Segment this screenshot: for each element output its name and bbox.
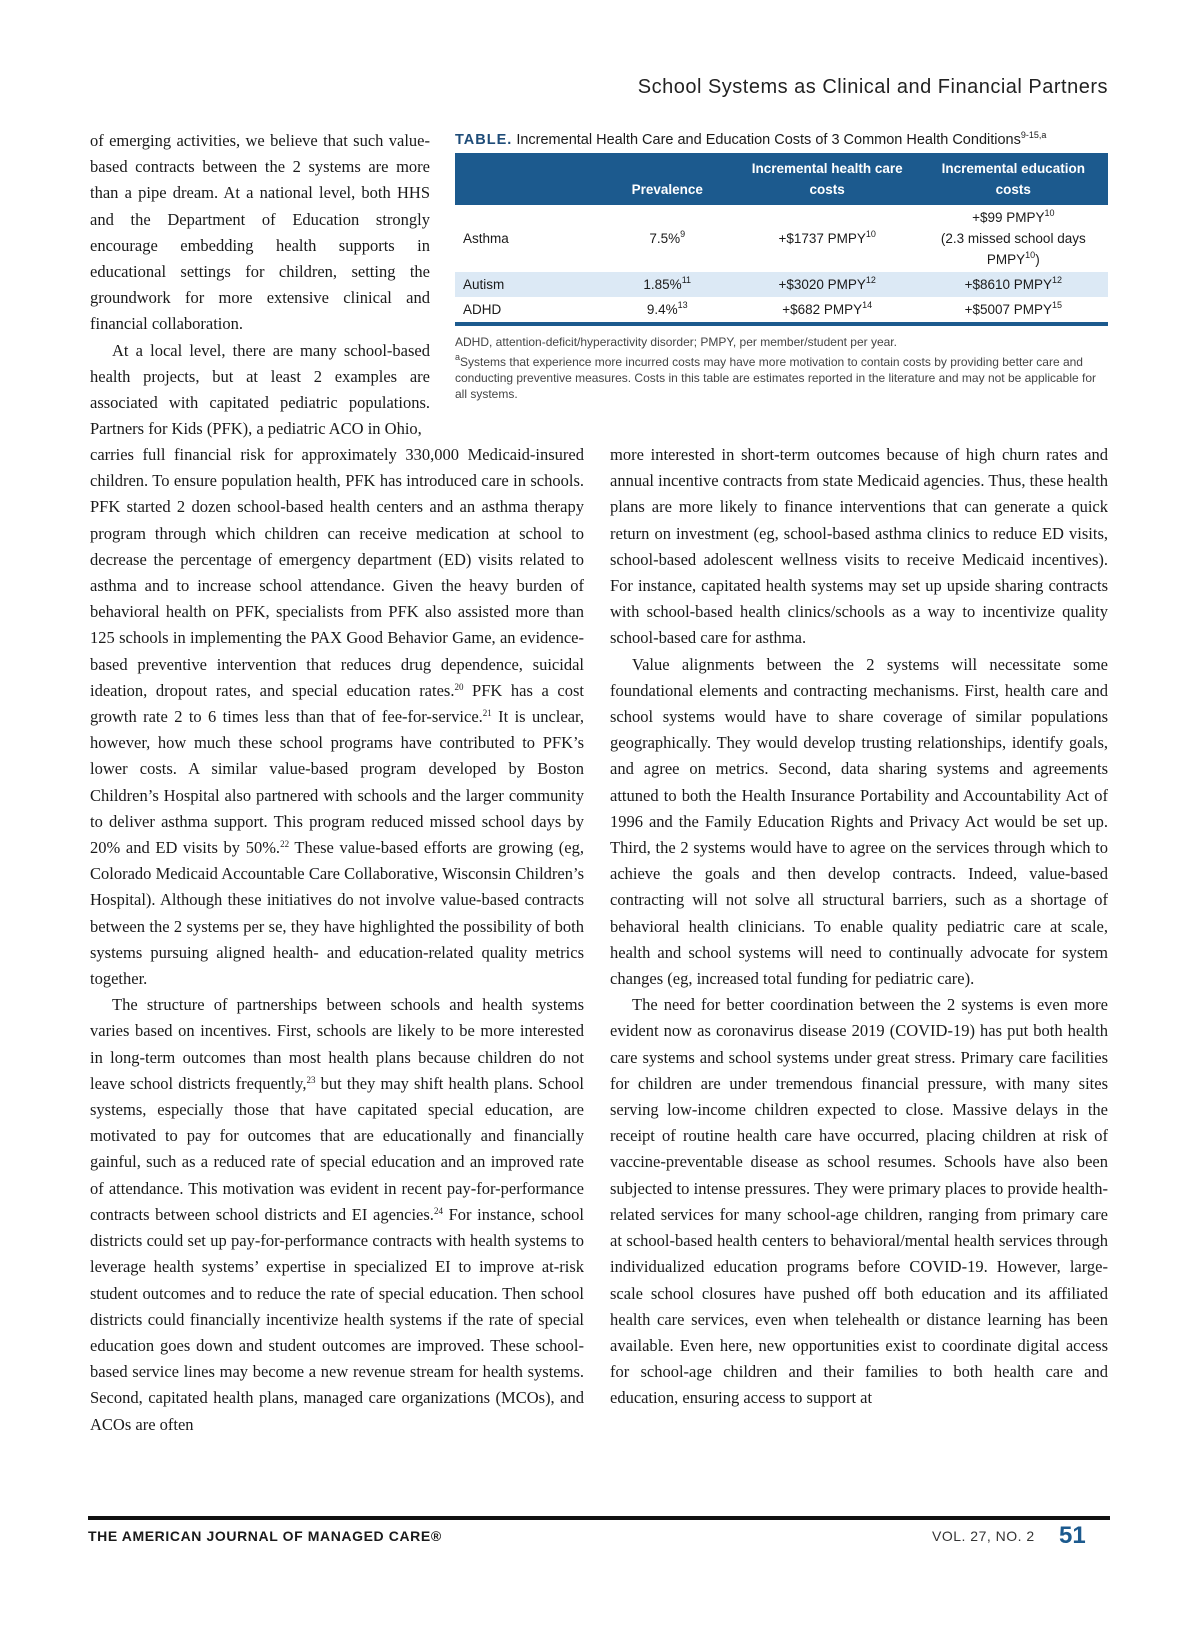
cell-health-cost: +$1737 PMPY$^{10}$	[778, 229, 876, 246]
paragraph: carries full financial risk for approximately 330,000 Medicaid-insured children. To ensure population health, PFK has introduced care in schools. PFK started 2 dozen school-based health centers and an asthma therapy program through which children can receive medication at school to decrease the percentage of emergency department (ED) visits related to asthma and to increase school attendance. Given the heavy burden of behavioral health on PFK, specialists from PFK also assisted more than 125 schools in implementing the PAX Good Behavior Game, an evidence-based preventive intervention that reduces drug dependence, suicidal ideation, dropout rates, and special education rates.$^{20}$ PFK has a cost growth rate 2 to 6 times less than that of fee-for-service.$^{21}$ It is unclear, however, how much these school programs have contributed to PFK’s lower costs. A similar value-based program developed by Boston Children’s Hospital also partnered with schools and the larger community to deliver asthma support. This program reduced missed school days by 20% and ED visits by 50%.$^{22}$ These value-based efforts are growing (eg, Colorado Medicaid Accountable Care Collaborative, Wisconsin Children’s Hospital). Although these initiatives do not involve value-based contracts between the 2 systems per se, they have highlighted the possibility of both systems pursuing aligned health- and education-related quality metrics together.	[90, 445, 584, 989]
left-column-top	[90, 128, 430, 442]
cell-education-cost: +$99 PMPY$^{10}$ (2.3 missed school days PMPY$^{10}$)	[940, 208, 1086, 267]
cell-prevalence: 1.85%$^{11}$	[643, 275, 692, 292]
table-footnote: $^a$Systems that experience more incurred costs may have more motivation to contain costs by providing better care and conducting preventive measures. Costs in this table are estimates reported in the literature and may not be applicable for all systems.	[455, 352, 1097, 401]
cell-prevalence: 9.4%$^{13}$	[646, 300, 688, 317]
paragraph: The need for better coordination between the 2 systems is even more evident now as coronavirus disease 2019 (COVID-19) has put both health care systems and school systems under great stress. Primary care facilities for children are under tremendous financial pressure, with many sites serving low-income children expected to close. Massive delays in the receipt of routine health care have occurred, placing children at risk of vaccine-preventable disease as school resumes. Schools have also been subjected to intense pressures. They were primary places to provide health-related services for many school-age children, ranging from primary care at school-based health centers to behavioral/mental health services through individualized education programs before COVID-19. However, large-scale school closures have pushed off both education and its affiliated health care services, even when telehealth or distance learning has been available. Even here, new opportunities exist to coordinate digital access for school-age children and their families to both health care and education, ensuring access to support at	[610, 995, 1108, 1408]
volume-issue: VOL. 27, NO. 2	[932, 1528, 1035, 1544]
footnote-marker: a	[455, 352, 461, 362]
cell-health-cost: +$682 PMPY$^{14}$	[782, 300, 873, 317]
running-title: School Systems as Clinical and Financial Partners	[637, 76, 1108, 98]
table-label: TABLE.	[455, 132, 513, 148]
cell-condition: ADHD	[463, 302, 502, 317]
costs-table	[455, 153, 1108, 326]
table-row	[455, 272, 1108, 297]
column-header-education-costs: Incremental education costs	[941, 161, 1085, 197]
cell-education-cost: +$8610 PMPY$^{12}$	[964, 275, 1063, 292]
paragraph: more interested in short-term outcomes because of high churn rates and annual incentive contracts from state Medicaid agencies. Thus, these health plans are more likely to finance interventions that can generate a quick return on investment (eg, school-based asthma clinics to reduce ED visits, school-based adolescent wellness visits to receive Medicaid incentives). For instance, capitated health systems may set up upside sharing contracts with school-based health clinics/schools as a way to incentivize quality school-based care for asthma.	[610, 445, 1108, 648]
cell-education-cost: +$5007 PMPY$^{15}$	[964, 300, 1063, 317]
left-column	[90, 442, 584, 1438]
table-row	[455, 205, 1108, 272]
cell-health-cost: +$3020 PMPY$^{12}$	[778, 275, 876, 292]
table-notes	[455, 334, 1108, 402]
right-column	[610, 442, 1108, 1412]
footer-divider	[88, 1516, 1110, 1520]
column-header-prevalence: Prevalence	[631, 182, 703, 197]
table-row	[455, 297, 1108, 324]
table-caption	[455, 132, 1108, 148]
cell-condition: Asthma	[463, 231, 509, 246]
column-header-condition	[455, 153, 599, 205]
table-title: Incremental Health Care and Education Costs of 3 Common Health Conditions	[516, 132, 1021, 148]
column-header-health-costs: Incremental health care costs	[751, 161, 903, 197]
paragraph: At a local level, there are many school-based health projects, but at least 2 examples are associated with capitated pediatric populations. Partners for Kids (PFK), a pediatric ACO in Ohio,	[90, 340, 430, 439]
paragraph: Value alignments between the 2 systems will necessitate some foundational elements and contracting mechanisms. First, health care and school systems would have to share coverage of similar populations geographically. They would develop trusting relationships, identify goals, and agree on metrics. Second, data sharing systems and agreements attuned to both the Health Insurance Portability and Accountability Act of 1996 and the Family Education Rights and Privacy Act would be set up. Third, the 2 systems would have to agree on the services through which to achieve the goals and then develop contracts. Indeed, value-based contracting will not solve all structural barriers, such as a shortage of behavioral health clinicians. To enable quality pediatric care at scale, health and school systems will need to continually advocate for system changes (eg, increased total funding for pediatric care).	[610, 654, 1108, 989]
cell-condition: Autism	[463, 277, 505, 292]
paragraph: The structure of partnerships between schools and health systems varies based on incentives. First, schools are likely to be more interested in long-term outcomes than most health plans because children do not leave school districts frequently,$^{23}$ but they may shift health plans. School systems, especially those that have capitated special education, are motivated to pay for outcomes that are educationally and financially gainful, such as a reduced rate of special education and an improved rate of attendance. This motivation was evident in recent pay-for-performance contracts between school districts and EI agencies.$^{24}$ For instance, school districts could set up pay-for-performance contracts with health systems to leverage health systems’ expertise in specialized EI to improve at-risk student outcomes and to reduce the rate of special education. Then school districts could financially incentivize health systems if the rate of special education goes down and student outcomes are improved. These school-based service lines may become a new revenue stream for health systems. Second, capitated health plans, managed care organizations (MCOs), and ACOs are often	[90, 995, 584, 1434]
page-number: 51	[1059, 1522, 1086, 1549]
costs-table-block	[455, 132, 1108, 402]
paragraph: of emerging activities, we believe that such value-based contracts between the 2 systems are more than a pipe dream. At a national level, both HHS and the Department of Education strongly encourage embedding health supports in educational settings for children, setting the groundwork for more extensive clinical and financial collaboration.	[90, 131, 430, 334]
cell-prevalence: 7.5%$^9$	[649, 229, 686, 246]
table-header-row	[455, 153, 1108, 205]
table-abbreviations: ADHD, attention-deficit/hyperactivity disorder; PMPY, per member/student per year.	[455, 335, 897, 349]
journal-name: THE AMERICAN JOURNAL OF MANAGED CARE®	[88, 1528, 442, 1544]
table-title-refs: 9-15,a	[1020, 130, 1047, 140]
